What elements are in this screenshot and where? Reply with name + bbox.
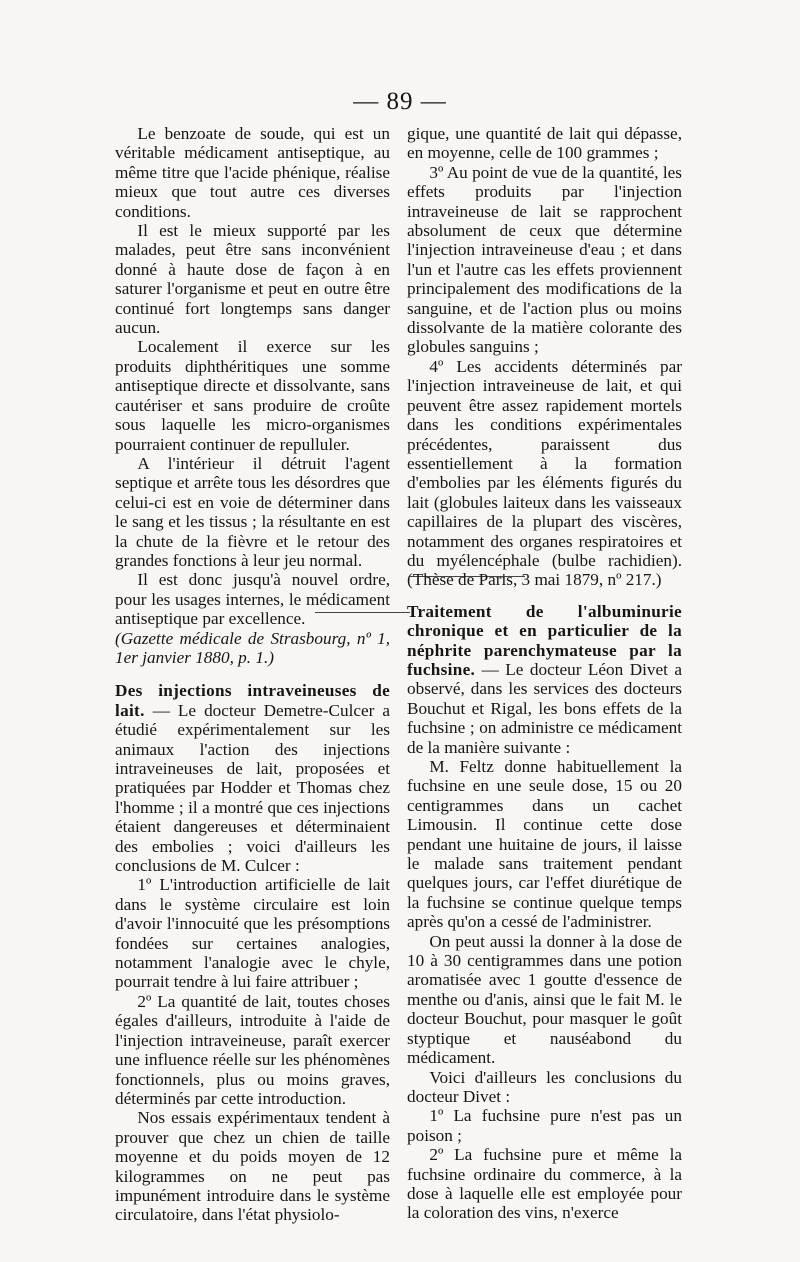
- section-intro: [407, 602, 682, 757]
- paragraph: On peut aussi la donner à la dose de 10 à 30 centigrammes dans une potion aromatisée avec 1 goutte d'essence de menthe ou d'anis, ainsi que le fait M. le docteur Bouchut, pour masquer le goût styptique et nauséabond du médicament.: [407, 931, 682, 1068]
- paragraph: Nos essais expérimentaux tendent à prouver que chez un chien de taille moyenne et du poids moyen de 12 kilogrammes on ne peut pas impunément introduire dans le système circulatoire, dans l'état physiolo-: [115, 1108, 390, 1225]
- page-number: — 89 —: [353, 88, 447, 115]
- paragraph: Il est donc jusqu'à nouvel ordre, pour les usages internes, le médicament antiseptique par excellence.: [115, 570, 390, 629]
- paragraph: Voici d'ailleurs les conclusions du docteur Divet :: [407, 1067, 682, 1106]
- section-intro-text: — Le docteur Demetre-Culcer a étudié expérimentalement sur les animaux l'action des injections intraveineuses de lait, proposées et pratiquées par Hodder et Thomas chez l'homme ; il a montré que ces injections étaient dangereuses et déterminaient des embolies ; voici d'ailleurs les conclusions de M. Culcer :: [115, 700, 390, 876]
- section-intro: [115, 681, 390, 875]
- numbered-point: 1º La fuchsine pure n'est pas un poison ;: [407, 1106, 682, 1145]
- paragraph: M. Feltz donne habituellement la fuchsine en une seule dose, 15 ou 20 centigrammes dans un cachet Limousin. Il continue cette dose pendant une huitaine de jours, il laisse le malade sans traitement pendant quelques jours, car l'effet diurétique de la fuchsine se continue quelque temps après qu'on a cessé de l'administrer.: [407, 757, 682, 932]
- numbered-point: 2º La quantité de lait, toutes choses égales d'ailleurs, introduite à l'aide de l'injection intraveineuse, paraît exercer une influence réelle sur les phénomènes fonctionnels, plus ou moins graves, déterminés par cette introduction.: [115, 991, 390, 1108]
- section-intro-text: — Le docteur Léon Divet a observé, dans les services des docteurs Bouchut et Rigal, les bons effets de la fuchsine ; on administre ce médicament de la manière suivante :: [407, 659, 682, 757]
- numbered-point: 4º Les accidents déterminés par l'injection intraveineuse de lait, et qui peuvent être assez rapidement mortels dans les conditions expérimentales précédentes, paraissent dus essentiellement à la formation d'embolies par les éléments figurés du lait (globules laiteux dans les vaisseaux capillaires de la plupart des viscères, notamment des organes respiratoires et du myélencéphale (bulbe rachidien). (Thèse de Paris, 3 mai 1879, nº 217.): [407, 356, 682, 590]
- numbered-point: 2º La fuchsine pure et même la fuchsine ordinaire du commerce, à la dose à laquelle elle est employée pour la coloration des vins, n'exerce: [407, 1145, 682, 1223]
- paragraph: Le benzoate de soude, qui est un véritable médicament antiseptique, au même titre que l'acide phénique, réalise mieux que tout autre ces diverses conditions.: [115, 124, 390, 221]
- paragraph: A l'intérieur il détruit l'agent septique et arrête tous les désordres que celui-ci est en voie de déterminer dans le sang et les tissus ; la résultante en est la chute de la fièvre et le retour des grandes fonctions à leur jeu normal.: [115, 453, 390, 570]
- paragraph-continuation: gique, une quantité de lait qui dépasse, en moyenne, celle de 100 grammes ;: [407, 124, 682, 163]
- separator-rule: [315, 612, 410, 613]
- section-title: Des injections intraveineuses de lait.: [115, 681, 390, 720]
- numbered-point: 1º L'introduction artificielle de lait dans le système circulaire est loin d'avoir l'innocuité que les présomptions fondées sur certaines analogies, notamment l'analogie avec le chyle, pourrait tendre à lui faire attribuer ;: [115, 875, 390, 992]
- left-column: [115, 124, 390, 1225]
- paragraph: Il est le mieux supporté par les malades, peut être sans inconvénient donné à haute dose de façon à en saturer l'organisme et peut en outre être continué fort longtemps sans danger aucun.: [115, 221, 390, 338]
- right-column: [407, 124, 682, 1223]
- citation: (Gazette médicale de Strasbourg, nº 1, 1er janvier 1880, p. 1.): [115, 628, 390, 667]
- numbered-point: 3º Au point de vue de la quantité, les effets produits par l'injection intraveineuse de lait se rapprochent absolument de ceux que détermine l'injection intraveineuse d'eau ; et dans l'un et l'autre cas les effets proviennent principalement des modifications de la sanguine, et de l'action plus ou moins dissolvante de la matière colorante des globules sanguins ;: [407, 162, 682, 357]
- paragraph: Localement il exerce sur les produits diphthéritiques une somme antiseptique directe et dissolvante, sans cautériser et sans produire de croûte sous laquelle les micro-organismes pourraient continuer de repulluler.: [115, 337, 390, 454]
- section-title: Traitement de l'albuminurie chronique et en particulier de la néphrite parenchymateuse par la fuchsine.: [407, 601, 682, 679]
